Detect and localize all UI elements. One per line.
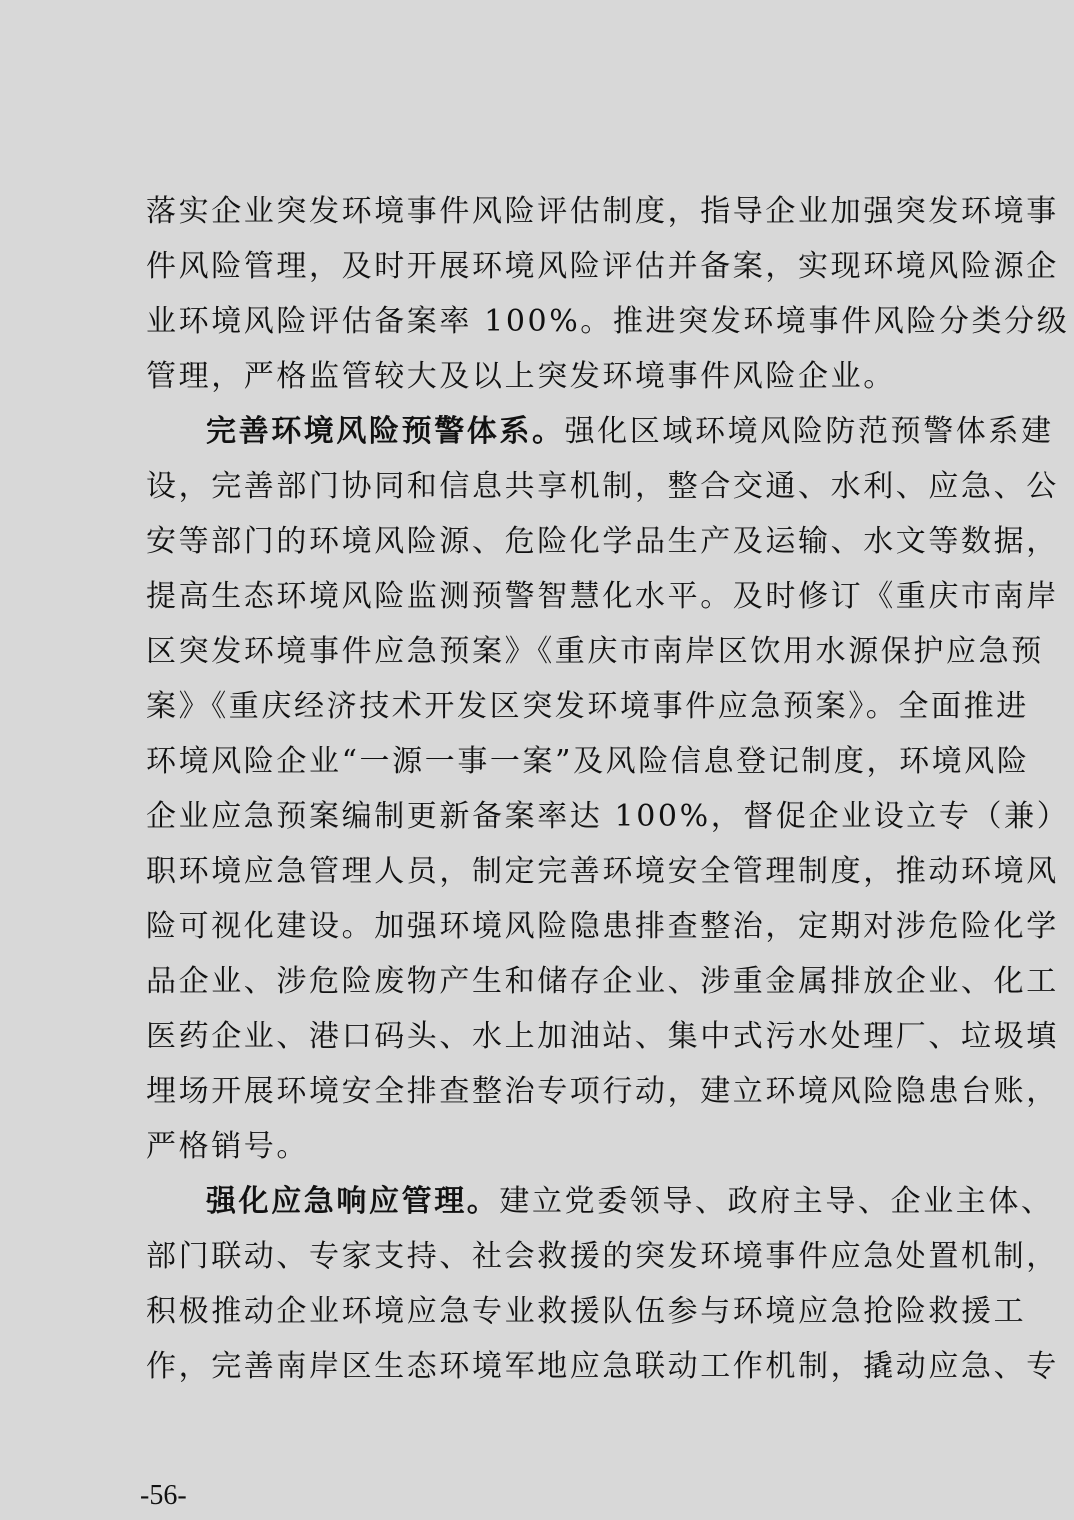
section-heading: 完善环境风险预警体系。: [206, 414, 565, 449]
text-line: 医药企业、港口码头、水上加油站、集中式污水处理厂、垃圾填: [146, 1019, 1059, 1054]
text-line: 作，完善南岸区生态环境军地应急联动工作机制，撬动应急、专: [146, 1349, 1059, 1384]
text-line: 险可视化建设。加强环境风险隐患排查整治，定期对涉危险化学: [146, 909, 1059, 944]
text-line: 提高生态环境风险监测预警智慧化水平。及时修订《重庆市南岸: [146, 579, 1059, 614]
text-line: 落实企业突发环境事件风险评估制度，指导企业加强突发环境事: [146, 194, 1059, 229]
section-heading: 强化应急响应管理。: [206, 1184, 500, 1219]
section-first-line: [206, 414, 1054, 450]
text-line: 环境风险企业“一源一事一案”及风险信息登记制度，环境风险: [146, 744, 1030, 779]
text-line: 区突发环境事件应急预案》《重庆市南岸区饮用水源保护应急预: [146, 634, 1044, 669]
text-line: 部门联动、专家支持、社会救援的突发环境事件应急处置机制，: [146, 1239, 1059, 1274]
text-line: 职环境应急管理人员，制定完善环境安全管理制度，推动环境风: [146, 854, 1059, 889]
section-first-line: [206, 1184, 1054, 1220]
text-line: 设，完善部门协同和信息共享机制，整合交通、水利、应急、公: [146, 469, 1059, 504]
text-line: 积极推动企业环境应急专业救援队伍参与环境应急抢险救援工: [146, 1294, 1027, 1329]
text-line: 业环境风险评估备案率 100%。推进突发环境事件风险分类分级: [146, 304, 1070, 339]
text-line: 企业应急预案编制更新备案率达 100%，督促企业设立专（兼）: [146, 799, 1070, 834]
text-line: 品企业、涉危险废物产生和储存企业、涉重金属排放企业、化工: [146, 964, 1059, 999]
text-line: 严格销号。: [146, 1129, 309, 1164]
text-run: 建立党委领导、政府主导、企业主体、: [499, 1184, 1054, 1219]
text-line: 案》《重庆经济技术开发区突发环境事件应急预案》。全面推进: [146, 689, 1029, 724]
text-line: 安等部门的环境风险源、危险化学品生产及运输、水文等数据，: [146, 524, 1059, 559]
page-number: -56-: [140, 1480, 187, 1511]
text-line: 管理，严格监管较大及以上突发环境事件风险企业。: [146, 359, 896, 394]
text-run: 强化区域环境风险防范预警体系建: [564, 414, 1054, 449]
text-line: 件风险管理，及时开展环境风险评估并备案，实现环境风险源企: [146, 249, 1059, 284]
text-line: 埋场开展环境安全排查整治专项行动，建立环境风险隐患台账，: [146, 1074, 1059, 1109]
